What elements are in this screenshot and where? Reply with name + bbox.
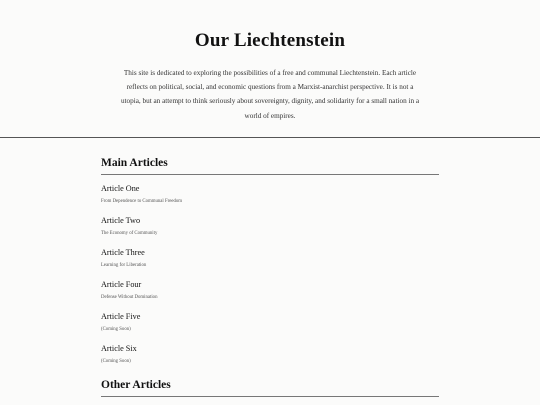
site-intro: This site is dedicated to exploring the possibilities of a free and communal Liechtenstein. Each article reflects on political, social, and economic questions from a Marxist-anarchist perspective. It is not a utopia, but an attempt to think seriously about sovereignty, dignity, and solidarity for a small nation in a world of empires.: [120, 69, 420, 120]
article-subtitle: (Coming Soon): [101, 327, 131, 332]
article-item: [101, 216, 439, 240]
article-subtitle: From Dependence to Communal Freedom: [101, 199, 182, 204]
article-item: [101, 248, 439, 272]
site-title: Our Liechtenstein: [194, 30, 346, 51]
article-subtitle: Learning for Liberation: [101, 263, 147, 268]
article-link[interactable]: Article Four: [101, 280, 142, 289]
article-item: [101, 280, 439, 304]
article-link[interactable]: Article One: [101, 184, 140, 193]
article-link[interactable]: Article Five: [101, 312, 141, 321]
other-articles-heading: Other Articles: [101, 379, 439, 397]
article-item: [101, 312, 439, 336]
main-content: [101, 157, 439, 397]
article-link[interactable]: Article Six: [101, 344, 137, 353]
main-articles-heading: Main Articles: [101, 157, 439, 175]
main-articles-section: [101, 157, 439, 368]
article-item: [101, 184, 439, 208]
article-item: [101, 344, 439, 368]
article-link[interactable]: Article Three: [101, 248, 145, 257]
site-header: [0, 0, 540, 138]
article-subtitle: Defense Without Domination: [101, 295, 158, 300]
article-subtitle: The Economy of Community: [101, 231, 158, 236]
article-link[interactable]: Article Two: [101, 216, 141, 225]
article-subtitle: (Coming Soon): [101, 359, 131, 364]
other-articles-section: [101, 379, 439, 397]
main-articles-list: [101, 184, 439, 368]
